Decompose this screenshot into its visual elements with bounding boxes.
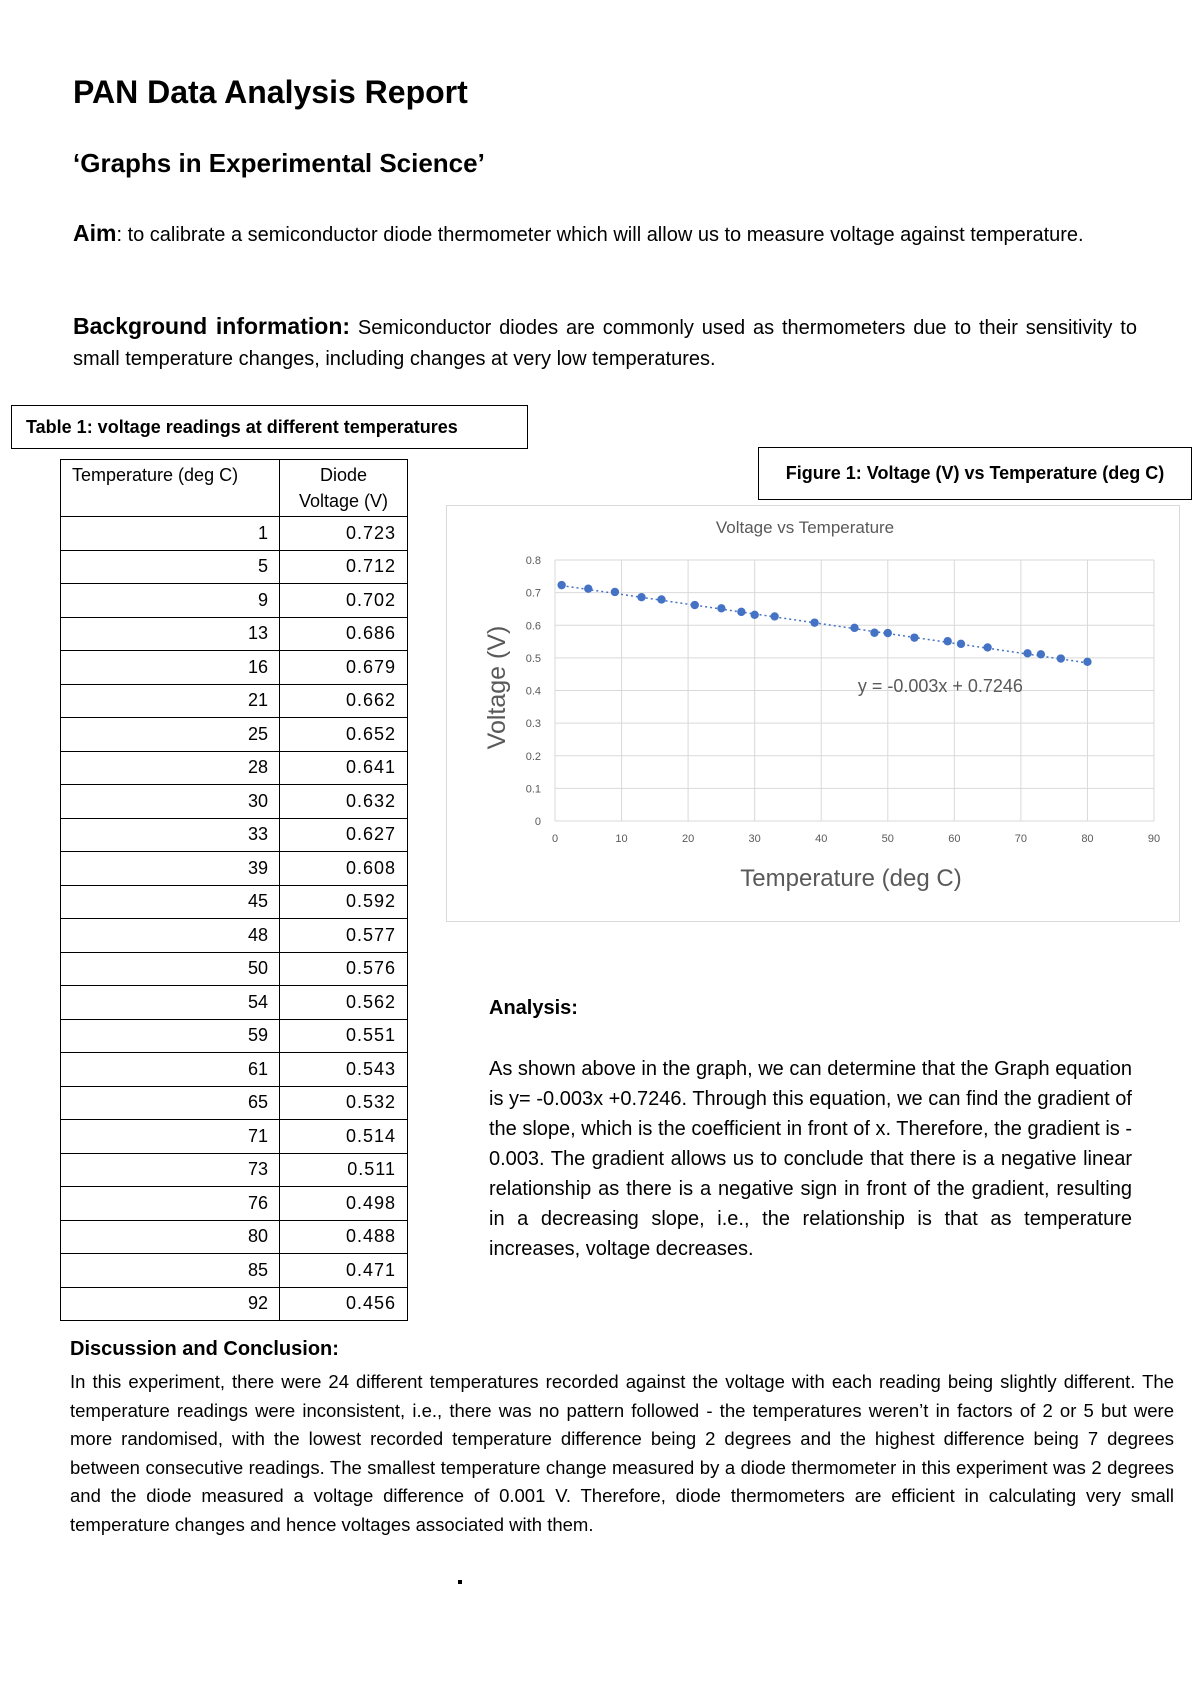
- voltage-cell: 0.723: [280, 517, 408, 551]
- table-row: [61, 1220, 408, 1254]
- temperature-cell: 85: [61, 1254, 280, 1288]
- voltage-table: [60, 459, 408, 1321]
- data-point: [637, 593, 645, 601]
- voltage-cell: 0.702: [280, 584, 408, 618]
- data-point: [957, 640, 965, 648]
- x-tick-label: 60: [948, 833, 961, 845]
- table-row: [61, 1187, 408, 1221]
- data-point: [810, 618, 818, 626]
- x-tick-label: 70: [1014, 833, 1028, 845]
- data-point: [584, 585, 592, 593]
- table-header-row: [61, 460, 408, 517]
- voltage-cell: 0.679: [280, 651, 408, 685]
- x-tick-label: 80: [1081, 833, 1094, 845]
- data-point: [983, 643, 991, 651]
- table-row: [61, 550, 408, 584]
- data-point: [1037, 650, 1045, 658]
- aim-paragraph: [73, 218, 1137, 251]
- data-point: [611, 588, 619, 596]
- y-axis-label: Voltage (V): [483, 625, 511, 750]
- voltage-cell: 0.456: [280, 1287, 408, 1321]
- x-axis-label: Temperature (deg C): [740, 865, 962, 892]
- y-tick-label: 0.6: [525, 620, 541, 633]
- chart-area: [446, 505, 1180, 922]
- data-point: [557, 581, 565, 589]
- analysis-title: Analysis:: [489, 997, 578, 1019]
- background-label: Background information:: [73, 313, 351, 339]
- page-title: PAN Data Analysis Report: [73, 74, 468, 110]
- y-tick-label: 0.7: [525, 587, 541, 600]
- table-row: [61, 785, 408, 819]
- table-row: [61, 852, 408, 886]
- x-tick-label: 50: [881, 833, 894, 845]
- table-row: [61, 986, 408, 1020]
- temperature-cell: 61: [61, 1053, 280, 1087]
- temperature-cell: 48: [61, 919, 280, 953]
- voltage-cell: 0.632: [280, 785, 408, 819]
- temperature-cell: 73: [61, 1153, 280, 1187]
- data-point: [717, 604, 725, 612]
- temperature-cell: 71: [61, 1120, 280, 1154]
- voltage-cell: 0.498: [280, 1187, 408, 1221]
- data-point: [850, 624, 858, 632]
- x-tick-label: 90: [1147, 833, 1161, 845]
- voltage-temperature-chart: [447, 506, 1181, 923]
- trendline-equation: y = -0.003x + 0.7246: [857, 676, 1023, 697]
- temperature-cell: 30: [61, 785, 280, 819]
- table-header-temperature: Temperature (deg C): [61, 460, 280, 517]
- data-point: [750, 611, 758, 619]
- temperature-cell: 76: [61, 1187, 280, 1221]
- temperature-cell: 59: [61, 1019, 280, 1053]
- voltage-cell: 0.562: [280, 986, 408, 1020]
- table-caption: Table 1: voltage readings at different temperatures: [11, 405, 528, 449]
- voltage-cell: 0.511: [280, 1153, 408, 1187]
- table-row: [61, 517, 408, 551]
- page-subtitle: ‘Graphs in Experimental Science’: [73, 148, 485, 178]
- table-row: [61, 584, 408, 618]
- stray-dot: [458, 1580, 462, 1584]
- y-tick-label: 0.2: [525, 750, 541, 763]
- discussion-title: Discussion and Conclusion:: [70, 1338, 339, 1360]
- table-row: [61, 1153, 408, 1187]
- table-row: [61, 1254, 408, 1288]
- temperature-cell: 45: [61, 885, 280, 919]
- y-tick-label: 0.1: [525, 783, 541, 796]
- voltage-cell: 0.514: [280, 1120, 408, 1154]
- temperature-cell: 92: [61, 1287, 280, 1321]
- table-header-voltage: Diode Voltage (V): [280, 460, 408, 517]
- temperature-cell: 16: [61, 651, 280, 685]
- voltage-cell: 0.488: [280, 1220, 408, 1254]
- voltage-cell: 0.532: [280, 1086, 408, 1120]
- table-row: [61, 651, 408, 685]
- figure-caption: Figure 1: Voltage (V) vs Temperature (deg C): [758, 447, 1192, 500]
- voltage-cell: 0.543: [280, 1053, 408, 1087]
- x-tick-label: 20: [681, 833, 695, 845]
- table-row: [61, 1120, 408, 1154]
- data-point: [1057, 654, 1065, 662]
- x-tick-label: 10: [615, 833, 628, 845]
- aim-label: Aim: [73, 220, 117, 246]
- data-point: [770, 612, 778, 620]
- table-row: [61, 818, 408, 852]
- voltage-cell: 0.576: [280, 952, 408, 986]
- temperature-cell: 25: [61, 718, 280, 752]
- y-tick-label: 0: [534, 816, 541, 828]
- temperature-cell: 5: [61, 550, 280, 584]
- voltage-cell: 0.627: [280, 818, 408, 852]
- table-row: [61, 1053, 408, 1087]
- background-paragraph: [73, 311, 1137, 375]
- discussion-text: In this experiment, there were 24 different temperatures recorded against the voltage with each reading being slightly different. The temperature readings were inconsistent, i.e., there was no pattern followed - the temperatures weren’t in factors of 2 or 5 but were more randomised, with the lowest recorded temperature difference being 2 degrees and the highest difference being 7 degrees between consecutive readings. The smallest temperature change measured by a diode thermometer in this experiment was 2 degrees and the diode measured a voltage difference of 0.001 V. Therefore, diode thermometers are efficient in calculating very small temperature changes and hence voltages associated with them.: [70, 1371, 1174, 1535]
- voltage-cell: 0.471: [280, 1254, 408, 1288]
- voltage-cell: 0.577: [280, 919, 408, 953]
- temperature-cell: 54: [61, 986, 280, 1020]
- aim-text: : to calibrate a semiconductor diode thermometer which will allow us to measure voltage against temperature.: [116, 224, 1084, 246]
- x-tick-label: 40: [815, 833, 828, 845]
- temperature-cell: 50: [61, 952, 280, 986]
- temperature-cell: 39: [61, 852, 280, 886]
- voltage-cell: 0.592: [280, 885, 408, 919]
- data-point: [943, 637, 951, 645]
- temperature-cell: 1: [61, 517, 280, 551]
- voltage-cell: 0.712: [280, 550, 408, 584]
- table-row: [61, 1019, 408, 1053]
- table-row: [61, 751, 408, 785]
- voltage-cell: 0.641: [280, 751, 408, 785]
- y-tick-label: 0.5: [525, 652, 541, 665]
- temperature-cell: 28: [61, 751, 280, 785]
- table-body: [61, 517, 408, 1321]
- temperature-cell: 80: [61, 1220, 280, 1254]
- x-tick-label: 0: [551, 833, 559, 845]
- temperature-cell: 33: [61, 818, 280, 852]
- temperature-cell: 13: [61, 617, 280, 651]
- temperature-cell: 9: [61, 584, 280, 618]
- data-point: [737, 608, 745, 616]
- x-tick-label: 30: [748, 833, 761, 845]
- chart-title: Voltage vs Temperature: [715, 518, 895, 537]
- temperature-cell: 21: [61, 684, 280, 718]
- temperature-cell: 65: [61, 1086, 280, 1120]
- table-row: [61, 885, 408, 919]
- voltage-cell: 0.551: [280, 1019, 408, 1053]
- voltage-cell: 0.608: [280, 852, 408, 886]
- voltage-cell: 0.686: [280, 617, 408, 651]
- data-point: [691, 601, 699, 609]
- voltage-cell: 0.662: [280, 684, 408, 718]
- data-point: [870, 629, 878, 637]
- table-row: [61, 617, 408, 651]
- y-tick-label: 0.4: [525, 685, 541, 698]
- data-point: [910, 633, 918, 641]
- table-row: [61, 1287, 408, 1321]
- data-point: [1023, 649, 1031, 657]
- data-point: [657, 595, 665, 603]
- table-row: [61, 718, 408, 752]
- data-point: [884, 629, 892, 637]
- background-text: Semiconductor diodes are commonly used as thermometers due to their sensitivity to small temperature changes, including changes at very low temperatures.: [73, 317, 1137, 370]
- voltage-cell: 0.652: [280, 718, 408, 752]
- table-row: [61, 952, 408, 986]
- table-row: [61, 919, 408, 953]
- y-tick-label: 0.8: [525, 555, 541, 567]
- analysis-text: As shown above in the graph, we can determine that the Graph equation is y= -0.003x +0.7246. Through this equation, we can find the gradient of the slope, which is the coefficient in front of x. Therefore, the gradient is - 0.003. The gradient allows us to conclude that there is a negative linear relationship as there is a negative sign in front of the gradient, resulting in a decreasing slope, i.e., the relationship is that as temperature increases, voltage decreases.: [489, 1058, 1132, 1260]
- data-point: [1083, 658, 1091, 666]
- table-row: [61, 1086, 408, 1120]
- y-tick-label: 0.3: [525, 718, 541, 731]
- table-row: [61, 684, 408, 718]
